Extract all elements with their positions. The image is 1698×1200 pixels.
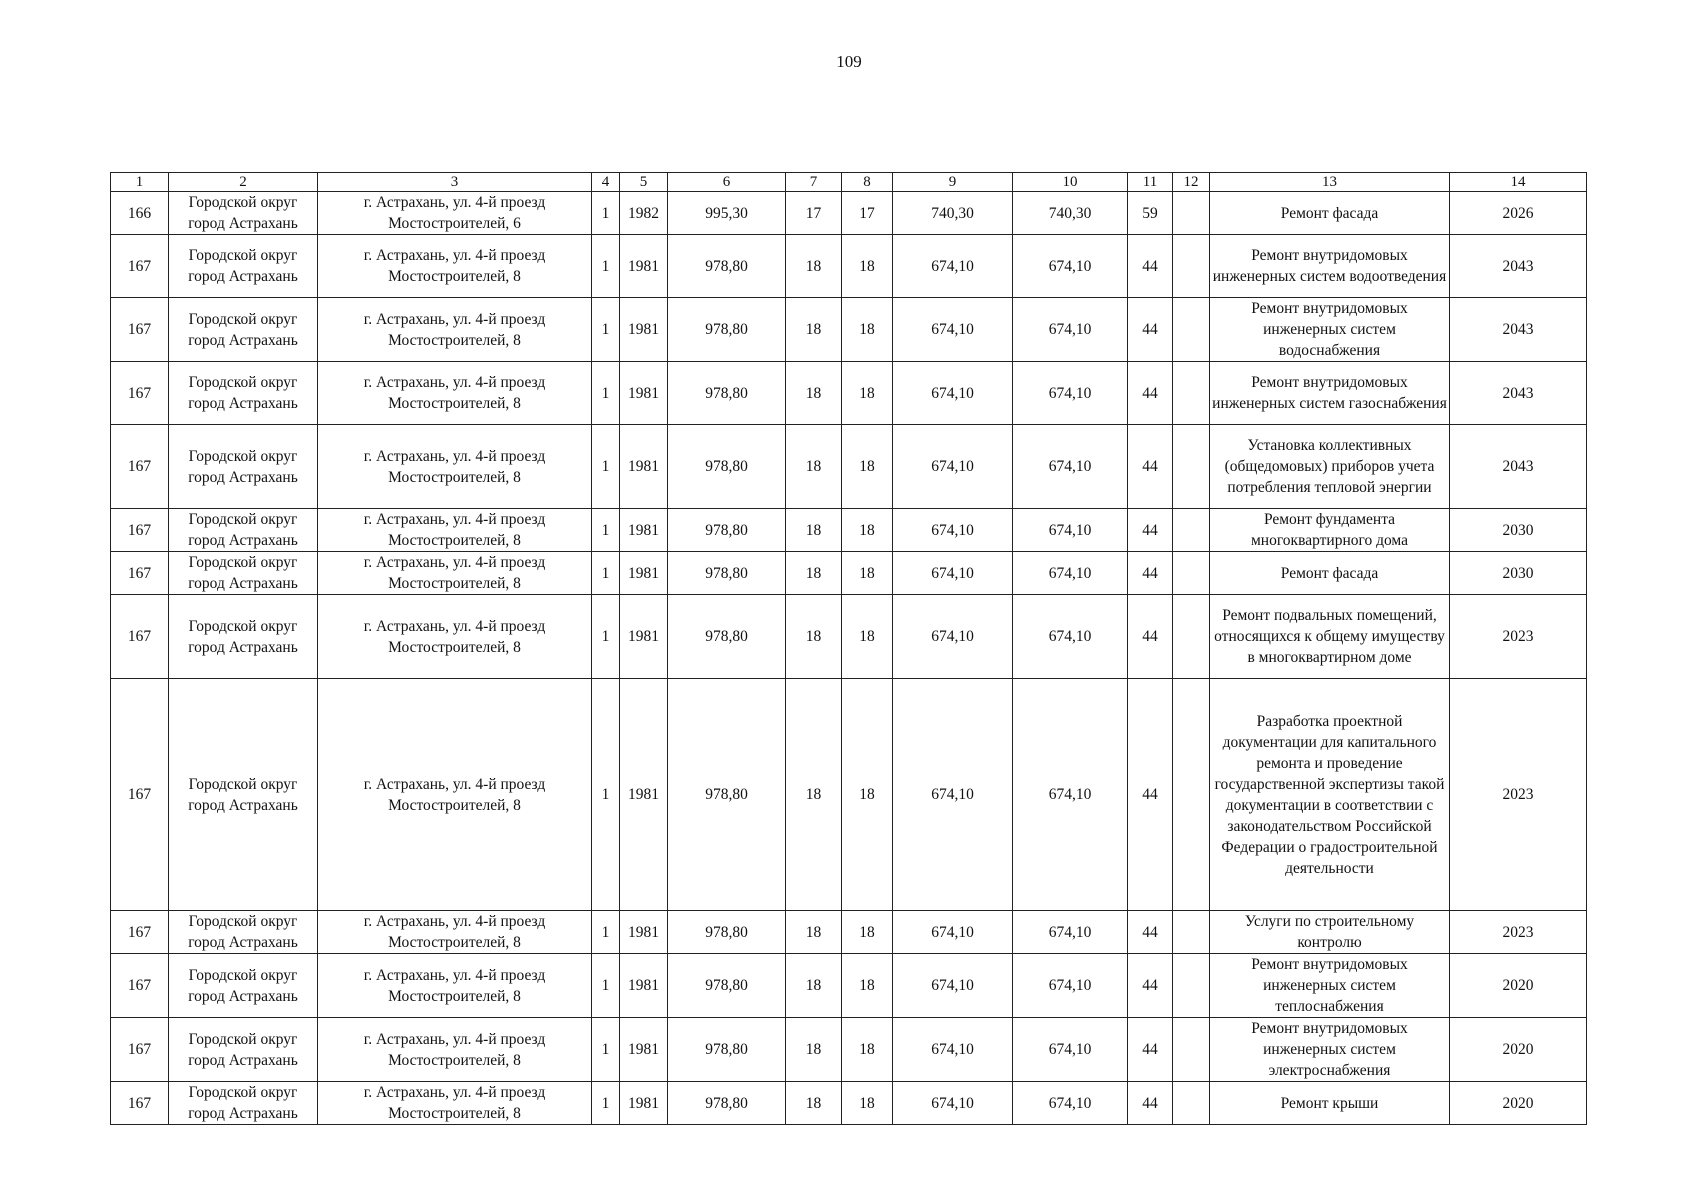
col11-cell: 44 (1128, 298, 1173, 362)
year-built-cell: 1981 (620, 595, 668, 679)
table-row (111, 911, 1587, 954)
col4-cell: 1 (592, 235, 620, 298)
year-built-cell: 1981 (620, 298, 668, 362)
year-built-cell: 1981 (620, 235, 668, 298)
col7-cell: 18 (786, 595, 842, 679)
year-built-cell: 1981 (620, 679, 668, 911)
col12-cell (1173, 954, 1210, 1018)
col6-cell: 978,80 (668, 362, 786, 425)
row-number: 167 (111, 235, 169, 298)
col12-cell (1173, 362, 1210, 425)
municipality-cell: Городской округ город Астрахань (169, 1082, 318, 1125)
year-built-cell: 1982 (620, 192, 668, 235)
work-type-cell: Ремонт фундамента многоквартирного дома (1210, 509, 1450, 552)
col10-cell: 674,10 (1013, 362, 1128, 425)
col7-cell: 18 (786, 362, 842, 425)
col12-cell (1173, 595, 1210, 679)
col12-cell (1173, 425, 1210, 509)
col7-cell: 18 (786, 425, 842, 509)
column-header-9: 9 (893, 173, 1013, 192)
col10-cell: 674,10 (1013, 552, 1128, 595)
col10-cell: 674,10 (1013, 1082, 1128, 1125)
work-type-cell: Ремонт внутридомовых инженерных систем электроснабжения (1210, 1018, 1450, 1082)
municipality-cell: Городской округ город Астрахань (169, 954, 318, 1018)
col4-cell: 1 (592, 298, 620, 362)
row-number: 167 (111, 552, 169, 595)
column-header-5: 5 (620, 173, 668, 192)
col4-cell: 1 (592, 425, 620, 509)
work-type-cell: Разработка проектной документации для капитального ремонта и проведение государственной экспертизы такой документации в соответствии с законодательством Российской Федерации о градостроительной деятельности (1210, 679, 1450, 911)
col4-cell: 1 (592, 509, 620, 552)
column-header-7: 7 (786, 173, 842, 192)
table-row (111, 298, 1587, 362)
address-cell: г. Астрахань, ул. 4-й проезд Мостостроителей, 8 (318, 362, 592, 425)
municipality-cell: Городской округ город Астрахань (169, 911, 318, 954)
col11-cell: 44 (1128, 954, 1173, 1018)
col9-cell: 674,10 (893, 235, 1013, 298)
table-row (111, 509, 1587, 552)
col11-cell: 44 (1128, 1082, 1173, 1125)
address-cell: г. Астрахань, ул. 4-й проезд Мостостроителей, 8 (318, 954, 592, 1018)
col10-cell: 674,10 (1013, 679, 1128, 911)
municipality-cell: Городской округ город Астрахань (169, 425, 318, 509)
table-body (111, 192, 1587, 1125)
col8-cell: 18 (842, 679, 893, 911)
row-number: 167 (111, 509, 169, 552)
table-row (111, 362, 1587, 425)
col11-cell: 44 (1128, 679, 1173, 911)
planned-year-cell: 2043 (1450, 298, 1587, 362)
row-number: 167 (111, 595, 169, 679)
col6-cell: 978,80 (668, 425, 786, 509)
col4-cell: 1 (592, 552, 620, 595)
col9-cell: 740,30 (893, 192, 1013, 235)
col7-cell: 18 (786, 679, 842, 911)
table-row (111, 1082, 1587, 1125)
planned-year-cell: 2020 (1450, 1082, 1587, 1125)
municipality-cell: Городской округ город Астрахань (169, 1018, 318, 1082)
planned-year-cell: 2023 (1450, 679, 1587, 911)
col12-cell (1173, 509, 1210, 552)
col9-cell: 674,10 (893, 679, 1013, 911)
col10-cell: 674,10 (1013, 954, 1128, 1018)
col10-cell: 674,10 (1013, 595, 1128, 679)
municipality-cell: Городской округ город Астрахань (169, 552, 318, 595)
col6-cell: 978,80 (668, 552, 786, 595)
col9-cell: 674,10 (893, 1018, 1013, 1082)
row-number: 167 (111, 298, 169, 362)
column-header-6: 6 (668, 173, 786, 192)
year-built-cell: 1981 (620, 954, 668, 1018)
col10-cell: 674,10 (1013, 298, 1128, 362)
col10-cell: 674,10 (1013, 911, 1128, 954)
row-number: 167 (111, 425, 169, 509)
table-row (111, 1018, 1587, 1082)
work-type-cell: Ремонт крыши (1210, 1082, 1450, 1125)
municipality-cell: Городской округ город Астрахань (169, 362, 318, 425)
col9-cell: 674,10 (893, 509, 1013, 552)
col9-cell: 674,10 (893, 425, 1013, 509)
col12-cell (1173, 192, 1210, 235)
planned-year-cell: 2020 (1450, 1018, 1587, 1082)
col9-cell: 674,10 (893, 954, 1013, 1018)
col6-cell: 978,80 (668, 595, 786, 679)
col6-cell: 978,80 (668, 235, 786, 298)
col12-cell (1173, 911, 1210, 954)
col10-cell: 674,10 (1013, 1018, 1128, 1082)
col11-cell: 44 (1128, 425, 1173, 509)
col4-cell: 1 (592, 595, 620, 679)
address-cell: г. Астрахань, ул. 4-й проезд Мостостроителей, 8 (318, 235, 592, 298)
year-built-cell: 1981 (620, 552, 668, 595)
col9-cell: 674,10 (893, 1082, 1013, 1125)
col4-cell: 1 (592, 911, 620, 954)
row-number: 167 (111, 954, 169, 1018)
col11-cell: 59 (1128, 192, 1173, 235)
table-row (111, 192, 1587, 235)
work-type-cell: Ремонт фасада (1210, 552, 1450, 595)
column-header-12: 12 (1173, 173, 1210, 192)
col7-cell: 18 (786, 1018, 842, 1082)
planned-year-cell: 2043 (1450, 425, 1587, 509)
column-header-10: 10 (1013, 173, 1128, 192)
planned-year-cell: 2020 (1450, 954, 1587, 1018)
col8-cell: 18 (842, 911, 893, 954)
col8-cell: 18 (842, 425, 893, 509)
municipality-cell: Городской округ город Астрахань (169, 235, 318, 298)
municipality-cell: Городской округ город Астрахань (169, 509, 318, 552)
planned-year-cell: 2030 (1450, 509, 1587, 552)
year-built-cell: 1981 (620, 362, 668, 425)
work-type-cell: Ремонт внутридомовых инженерных систем газоснабжения (1210, 362, 1450, 425)
column-header-13: 13 (1210, 173, 1450, 192)
page-number: 109 (836, 52, 862, 71)
work-type-cell: Услуги по строительному контролю (1210, 911, 1450, 954)
col6-cell: 978,80 (668, 1018, 786, 1082)
planned-year-cell: 2023 (1450, 911, 1587, 954)
column-header-4: 4 (592, 173, 620, 192)
col7-cell: 17 (786, 192, 842, 235)
col7-cell: 18 (786, 235, 842, 298)
table-row (111, 235, 1587, 298)
col8-cell: 18 (842, 1018, 893, 1082)
col6-cell: 978,80 (668, 509, 786, 552)
col4-cell: 1 (592, 1082, 620, 1125)
row-number: 167 (111, 1082, 169, 1125)
col11-cell: 44 (1128, 509, 1173, 552)
planned-year-cell: 2023 (1450, 595, 1587, 679)
planned-year-cell: 2030 (1450, 552, 1587, 595)
table-row (111, 552, 1587, 595)
col8-cell: 18 (842, 362, 893, 425)
col10-cell: 674,10 (1013, 235, 1128, 298)
col8-cell: 18 (842, 552, 893, 595)
table-row (111, 425, 1587, 509)
column-header-1: 1 (111, 173, 169, 192)
municipality-cell: Городской округ город Астрахань (169, 298, 318, 362)
year-built-cell: 1981 (620, 911, 668, 954)
col11-cell: 44 (1128, 911, 1173, 954)
planned-year-cell: 2026 (1450, 192, 1587, 235)
col12-cell (1173, 235, 1210, 298)
col8-cell: 18 (842, 1082, 893, 1125)
row-number: 167 (111, 362, 169, 425)
col7-cell: 18 (786, 1082, 842, 1125)
col10-cell: 740,30 (1013, 192, 1128, 235)
col4-cell: 1 (592, 679, 620, 911)
work-type-cell: Ремонт внутридомовых инженерных систем теплоснабжения (1210, 954, 1450, 1018)
col4-cell: 1 (592, 954, 620, 1018)
table-row (111, 595, 1587, 679)
col12-cell (1173, 679, 1210, 911)
col6-cell: 978,80 (668, 679, 786, 911)
column-header-14: 14 (1450, 173, 1587, 192)
table-row (111, 679, 1587, 911)
col9-cell: 674,10 (893, 298, 1013, 362)
col12-cell (1173, 552, 1210, 595)
municipality-cell: Городской округ город Астрахань (169, 192, 318, 235)
year-built-cell: 1981 (620, 425, 668, 509)
col7-cell: 18 (786, 509, 842, 552)
col8-cell: 18 (842, 235, 893, 298)
col11-cell: 44 (1128, 1018, 1173, 1082)
year-built-cell: 1981 (620, 1082, 668, 1125)
address-cell: г. Астрахань, ул. 4-й проезд Мостостроителей, 8 (318, 679, 592, 911)
work-type-cell: Ремонт внутридомовых инженерных систем водоотведения (1210, 235, 1450, 298)
municipality-cell: Городской округ город Астрахань (169, 679, 318, 911)
header-row (111, 173, 1587, 192)
column-header-8: 8 (842, 173, 893, 192)
col4-cell: 1 (592, 1018, 620, 1082)
col8-cell: 18 (842, 298, 893, 362)
col4-cell: 1 (592, 192, 620, 235)
col9-cell: 674,10 (893, 595, 1013, 679)
col11-cell: 44 (1128, 235, 1173, 298)
col12-cell (1173, 1018, 1210, 1082)
col12-cell (1173, 298, 1210, 362)
address-cell: г. Астрахань, ул. 4-й проезд Мостостроителей, 6 (318, 192, 592, 235)
year-built-cell: 1981 (620, 1018, 668, 1082)
address-cell: г. Астрахань, ул. 4-й проезд Мостостроителей, 8 (318, 911, 592, 954)
col8-cell: 18 (842, 595, 893, 679)
row-number: 167 (111, 911, 169, 954)
col6-cell: 978,80 (668, 954, 786, 1018)
col10-cell: 674,10 (1013, 509, 1128, 552)
col8-cell: 17 (842, 192, 893, 235)
address-cell: г. Астрахань, ул. 4-й проезд Мостостроителей, 8 (318, 509, 592, 552)
row-number: 167 (111, 679, 169, 911)
column-header-11: 11 (1128, 173, 1173, 192)
address-cell: г. Астрахань, ул. 4-й проезд Мостостроителей, 8 (318, 595, 592, 679)
col8-cell: 18 (842, 509, 893, 552)
col7-cell: 18 (786, 954, 842, 1018)
work-type-cell: Ремонт фасада (1210, 192, 1450, 235)
col7-cell: 18 (786, 298, 842, 362)
address-cell: г. Астрахань, ул. 4-й проезд Мостостроителей, 8 (318, 425, 592, 509)
col11-cell: 44 (1128, 595, 1173, 679)
address-cell: г. Астрахань, ул. 4-й проезд Мостостроителей, 8 (318, 298, 592, 362)
col6-cell: 978,80 (668, 298, 786, 362)
address-cell: г. Астрахань, ул. 4-й проезд Мостостроителей, 8 (318, 552, 592, 595)
col9-cell: 674,10 (893, 362, 1013, 425)
year-built-cell: 1981 (620, 509, 668, 552)
planned-year-cell: 2043 (1450, 362, 1587, 425)
col6-cell: 995,30 (668, 192, 786, 235)
work-type-cell: Установка коллективных (общедомовых) приборов учета потребления тепловой энергии (1210, 425, 1450, 509)
col9-cell: 674,10 (893, 552, 1013, 595)
col10-cell: 674,10 (1013, 425, 1128, 509)
row-number: 166 (111, 192, 169, 235)
col4-cell: 1 (592, 362, 620, 425)
col8-cell: 18 (842, 954, 893, 1018)
col7-cell: 18 (786, 911, 842, 954)
table-row (111, 954, 1587, 1018)
col6-cell: 978,80 (668, 1082, 786, 1125)
row-number: 167 (111, 1018, 169, 1082)
address-cell: г. Астрахань, ул. 4-й проезд Мостостроителей, 8 (318, 1082, 592, 1125)
municipality-cell: Городской округ город Астрахань (169, 595, 318, 679)
address-cell: г. Астрахань, ул. 4-й проезд Мостостроителей, 8 (318, 1018, 592, 1082)
col12-cell (1173, 1082, 1210, 1125)
col11-cell: 44 (1128, 362, 1173, 425)
column-header-3: 3 (318, 173, 592, 192)
planned-year-cell: 2043 (1450, 235, 1587, 298)
repair-schedule-table (110, 172, 1587, 1125)
work-type-cell: Ремонт внутридомовых инженерных систем водоснабжения (1210, 298, 1450, 362)
col6-cell: 978,80 (668, 911, 786, 954)
column-header-2: 2 (169, 173, 318, 192)
col9-cell: 674,10 (893, 911, 1013, 954)
work-type-cell: Ремонт подвальных помещений, относящихся к общему имуществу в многоквартирном доме (1210, 595, 1450, 679)
col11-cell: 44 (1128, 552, 1173, 595)
col7-cell: 18 (786, 552, 842, 595)
